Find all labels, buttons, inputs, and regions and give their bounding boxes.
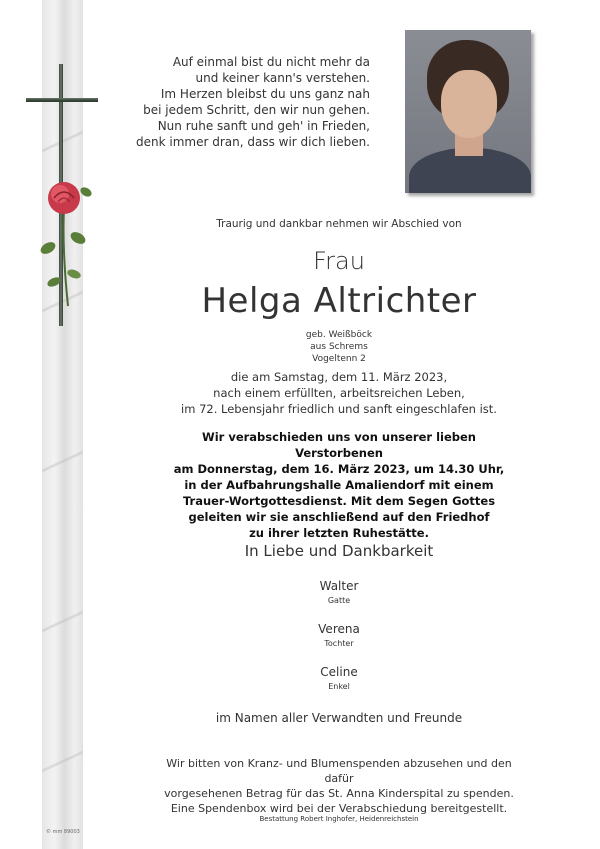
poem-line: bei jedem Schritt, den wir nun gehen. xyxy=(143,103,370,117)
hometown: aus Schrems xyxy=(310,342,368,352)
portrait-photo xyxy=(405,30,531,193)
poem xyxy=(70,54,370,150)
address: Vogeltenn 2 xyxy=(312,354,366,364)
funeral-notice xyxy=(162,429,516,541)
death-line: nach einem erfüllten, arbeitsreichen Leben, xyxy=(213,386,465,400)
poem-line: Auf einmal bist du nicht mehr da xyxy=(172,55,370,69)
mourner-relation: Gatte xyxy=(327,596,351,605)
death-notice xyxy=(162,369,516,417)
salutation: Frau xyxy=(313,247,365,275)
mourner-name: Verena xyxy=(318,622,360,636)
donation-line: vorgesehenen Betrag für das St. Anna Kinderspital zu spenden. xyxy=(164,787,514,800)
imprint: © mm 89003 xyxy=(46,829,80,835)
mourner-name: Celine xyxy=(320,665,358,679)
donation-line: Eine Spendenbox wird bei der Verabschiedung bereitgestellt. xyxy=(170,802,508,815)
mourner-relation: Tochter xyxy=(324,639,354,648)
funeral-line: am Donnerstag, dem 16. März 2023, um 14.30 Uhr, xyxy=(173,462,505,476)
mourner xyxy=(162,579,516,605)
poem-line: und keiner kann's verstehen. xyxy=(195,71,370,85)
funeral-line: in der Aufbahrungshalle Amaliendorf mit einem xyxy=(184,478,494,492)
funeral-line: Wir verabschieden uns von unserer lieben Verstorbenen xyxy=(202,430,476,460)
poem-line: Nun ruhe sanft und geh' in Frieden, xyxy=(157,119,370,133)
donation-notice xyxy=(162,756,516,816)
death-line: im 72. Lebensjahr friedlich und sanft eingeschlafen ist. xyxy=(181,402,497,416)
poem-line: Im Herzen bleibst du uns ganz nah xyxy=(160,87,370,101)
maiden-name: geb. Weißböck xyxy=(305,330,373,340)
mourner-relation: Enkel xyxy=(328,682,350,691)
rose-icon xyxy=(34,178,98,308)
love-heading: In Liebe und Dankbarkeit xyxy=(244,542,434,560)
deceased-name: Helga Altrichter xyxy=(201,281,477,321)
origin-info xyxy=(162,329,516,365)
relatives-line: im Namen aller Verwandten und Freunde xyxy=(215,711,463,725)
intro-line: Traurig und dankbar nehmen wir Abschied von xyxy=(216,218,462,230)
mourner-name: Walter xyxy=(319,579,359,593)
mourner xyxy=(162,622,516,648)
donation-line: Wir bitten von Kranz- und Blumenspenden abzusehen und den dafür xyxy=(166,757,512,785)
mourner xyxy=(162,665,516,691)
funeral-line: geleiten wir sie anschließend auf den Friedhof xyxy=(188,510,490,524)
funeral-line: Trauer-Wortgottesdienst. Mit dem Segen Gottes xyxy=(182,494,496,508)
undertaker-credit: Bestattung Robert Inghofer, Heidenreichstein xyxy=(259,815,419,823)
funeral-line: zu ihrer letzten Ruhestätte. xyxy=(249,526,429,540)
death-line: die am Samstag, dem 11. März 2023, xyxy=(230,370,448,384)
poem-line: denk immer dran, dass wir dich lieben. xyxy=(136,135,370,149)
